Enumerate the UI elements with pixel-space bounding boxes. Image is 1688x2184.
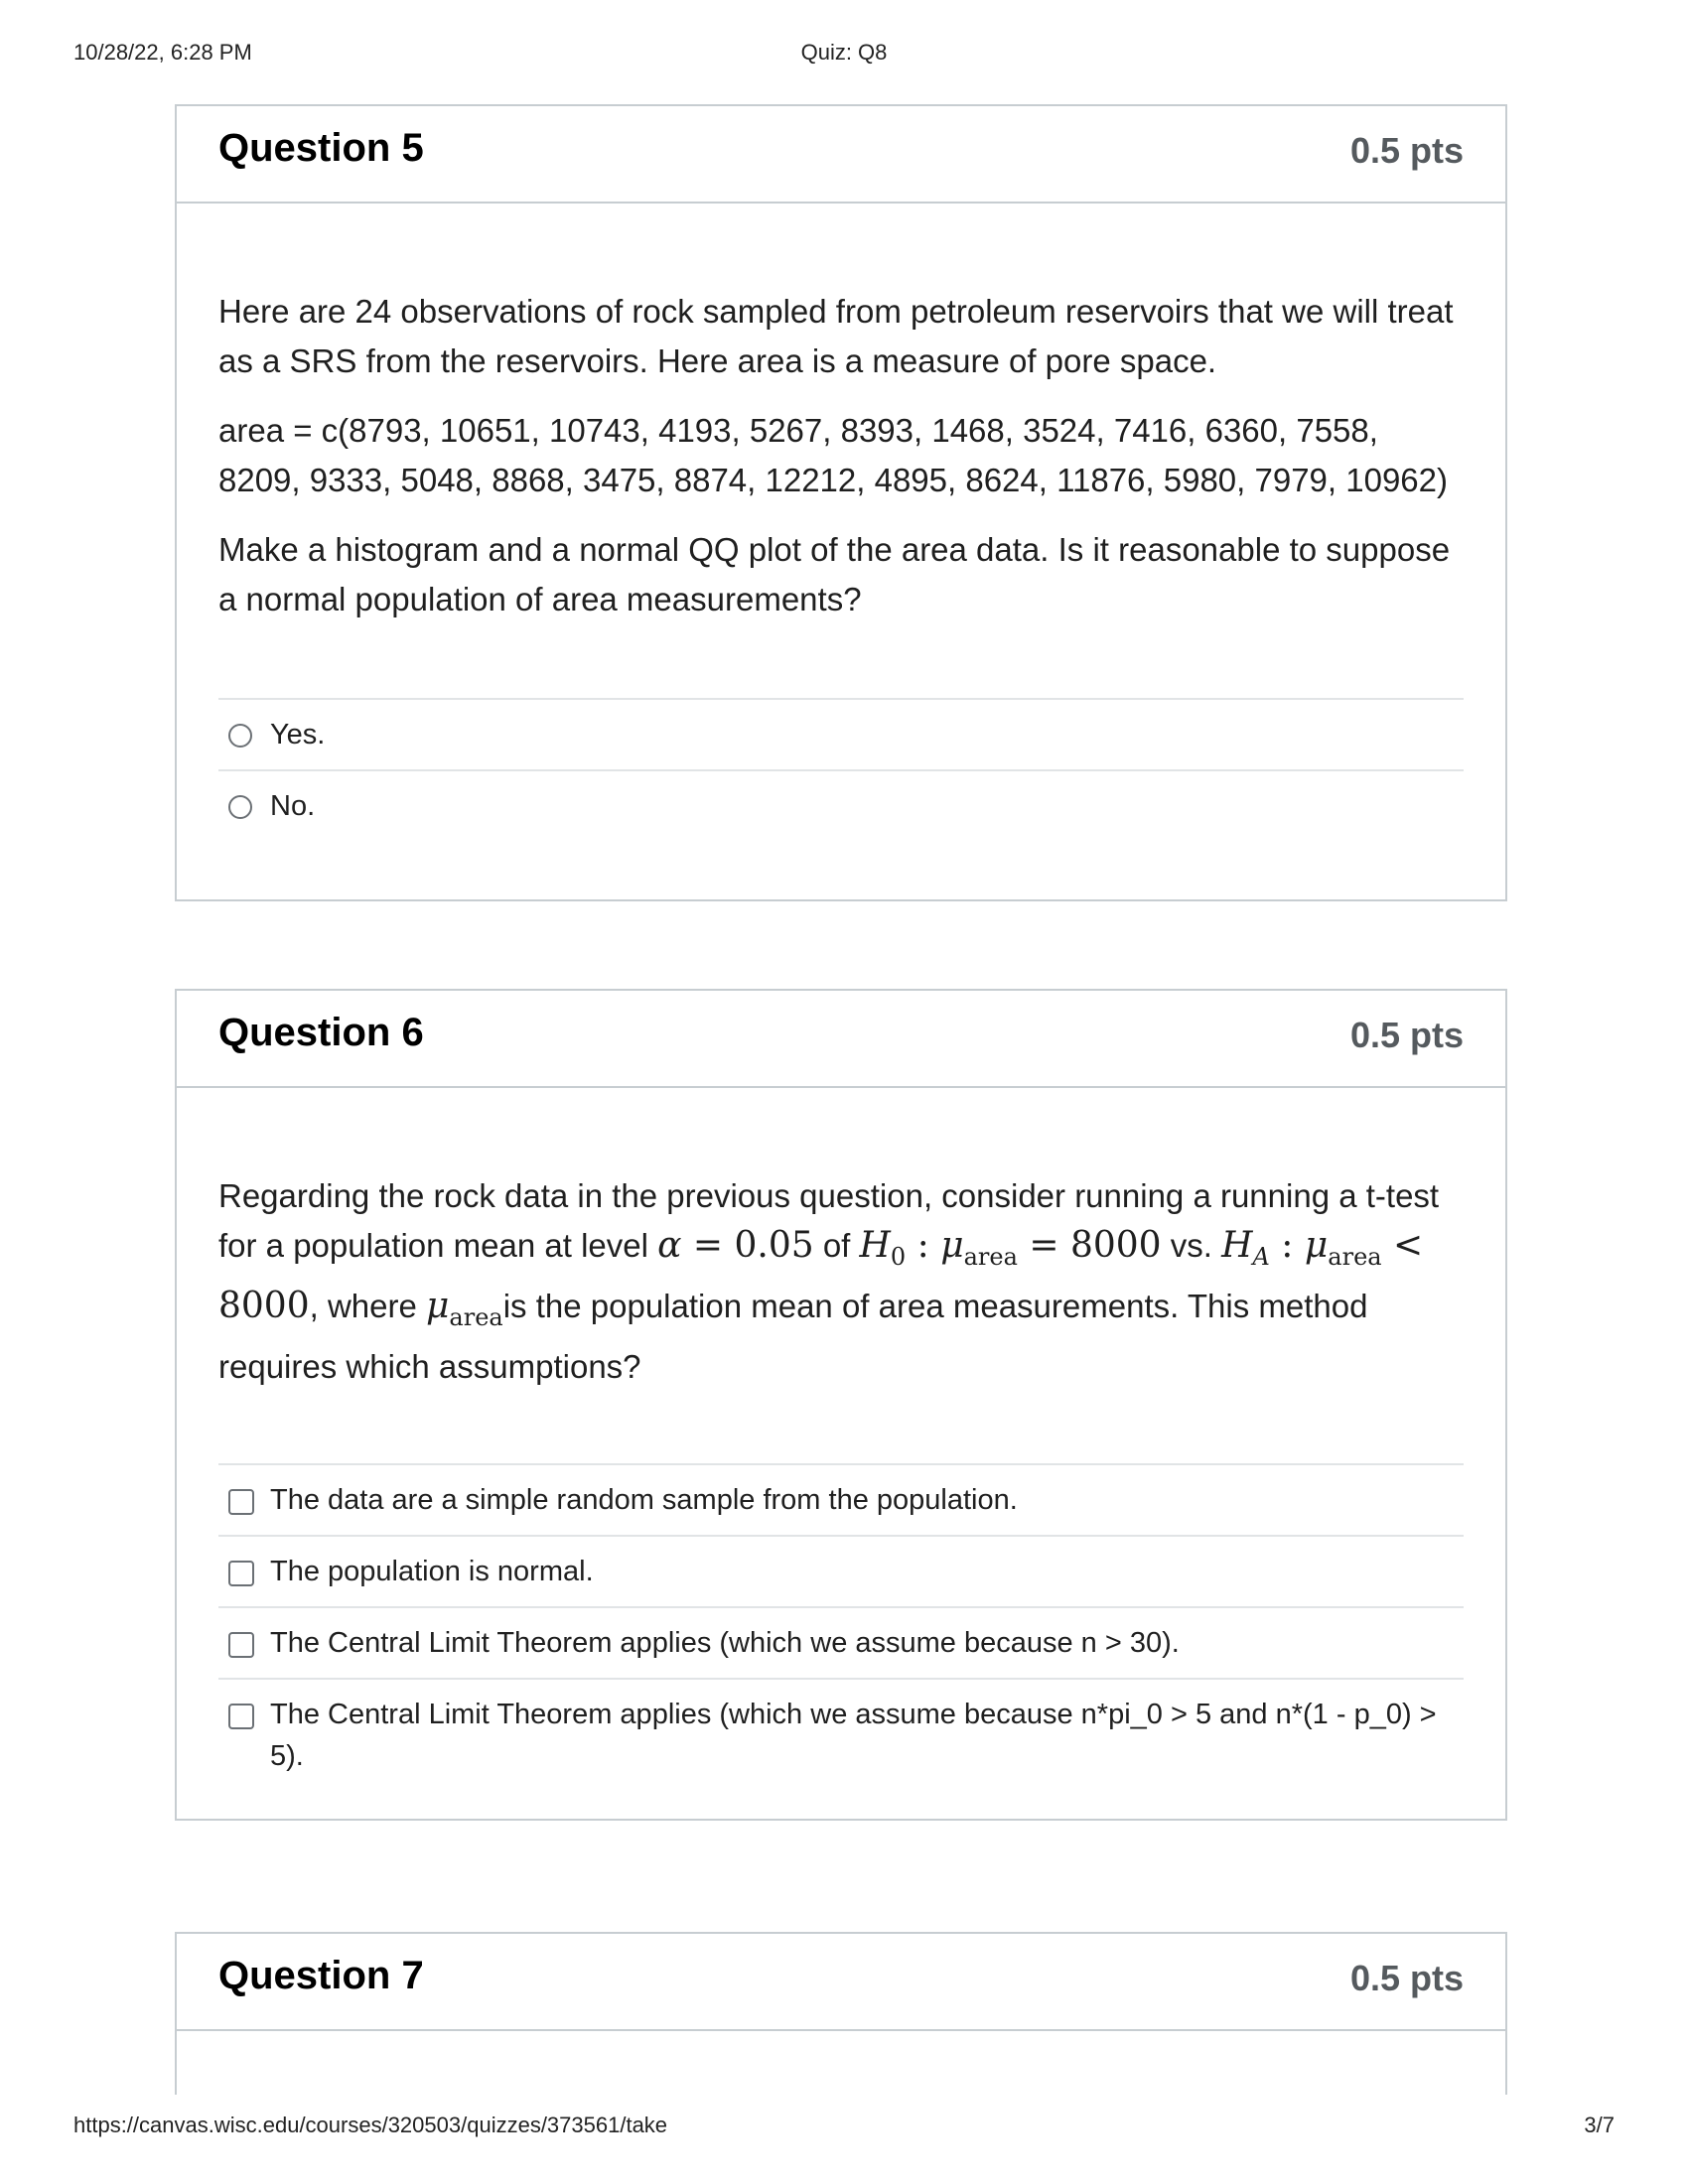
question-7 xyxy=(175,1932,1507,2095)
print-page-number: 3/7 xyxy=(1584,2113,1615,2137)
question-text-part: is the population mean of area measurements. This method requires which assumptions? xyxy=(218,1288,1368,1386)
question-header xyxy=(177,991,1505,1088)
area-data-text: area = c(8793, 10651, 10743, 4193, 5267, 8393, 1468, 3524, 7416, 6360, 7558, 8209, 9333, 5048, 8868, 3475, 8874, 12212, 4895, 8624, 11876, 5980, 7979, 10962) xyxy=(218,412,1448,498)
answer-label: Yes. xyxy=(270,719,326,751)
mu-area-expression: $\mu_{area}$ xyxy=(426,1286,503,1332)
question-points: 0.5 pts xyxy=(1349,1015,1464,1055)
answer-label: The data are a simple random sample from the population. xyxy=(270,1484,1018,1517)
question-title: Question 5 xyxy=(218,126,424,170)
answer-option-no[interactable] xyxy=(218,771,1464,841)
question-points: 0.5 pts xyxy=(1349,130,1464,171)
checkbox[interactable] xyxy=(228,1489,254,1515)
question-prompt: Make a histogram and a normal QQ plot of the area data. Is it reasonable to suppose a normal population of area measurements? xyxy=(218,531,1451,617)
question-points: 0.5 pts xyxy=(1349,1958,1464,1998)
question-text: Here are 24 observations of rock sampled from petroleum reservoirs that we will treat as a SRS from the reservoirs. Here area is a measure of pore space. xyxy=(218,293,1454,379)
question-text-part: Regarding the rock data in the previous question, consider running a running a t-test for a population mean at level xyxy=(218,1177,1440,1264)
question-5 xyxy=(175,104,1507,901)
answer-option-srs[interactable] xyxy=(218,1465,1464,1537)
radio-button[interactable] xyxy=(228,724,252,748)
print-title: Quiz: Q8 xyxy=(800,40,888,65)
checkbox[interactable] xyxy=(228,1561,254,1586)
question-text-part: , where xyxy=(309,1288,427,1325)
checkbox[interactable] xyxy=(228,1632,254,1658)
answer-label: No. xyxy=(270,790,316,822)
question-text-part: of xyxy=(813,1227,860,1264)
answer-option-normal-population[interactable] xyxy=(218,1537,1464,1608)
print-url: https://canvas.wisc.edu/courses/320503/quizzes/373561/take xyxy=(73,2113,668,2137)
answer-option-yes[interactable] xyxy=(218,700,1464,771)
question-body xyxy=(177,204,1505,841)
answer-list xyxy=(218,1463,1464,1791)
answer-list xyxy=(218,698,1464,841)
alpha-expression: α = 0.05 xyxy=(657,1225,814,1266)
question-text xyxy=(218,1171,1464,1392)
alternative-hypothesis-expression: $H_A$ : $\mu_{area} < 8000$ xyxy=(218,1225,1424,1327)
question-title: Question 6 xyxy=(218,1011,424,1054)
print-datetime: 10/28/22, 6:28 PM xyxy=(73,40,252,65)
question-header xyxy=(177,106,1505,204)
checkbox[interactable] xyxy=(228,1704,254,1729)
answer-label: The Central Limit Theorem applies (which we assume because n*pi_0 > 5 and n*(1 - p_0) > 5). xyxy=(270,1699,1437,1773)
answer-option-clt-proportion[interactable] xyxy=(218,1680,1464,1791)
question-6 xyxy=(175,989,1507,1821)
question-title: Question 7 xyxy=(218,1954,424,1997)
null-hypothesis-expression: $H_0$ : $\mu_{area} = 8000$ xyxy=(859,1225,1162,1272)
question-text-part: vs. xyxy=(1161,1227,1222,1264)
question-header xyxy=(177,1934,1505,2031)
question-body xyxy=(177,1088,1505,1791)
answer-label: The population is normal. xyxy=(270,1556,594,1588)
answer-label: The Central Limit Theorem applies (which we assume because n > 30). xyxy=(270,1627,1180,1660)
radio-button[interactable] xyxy=(228,795,252,819)
answer-option-clt-n30[interactable] xyxy=(218,1608,1464,1680)
